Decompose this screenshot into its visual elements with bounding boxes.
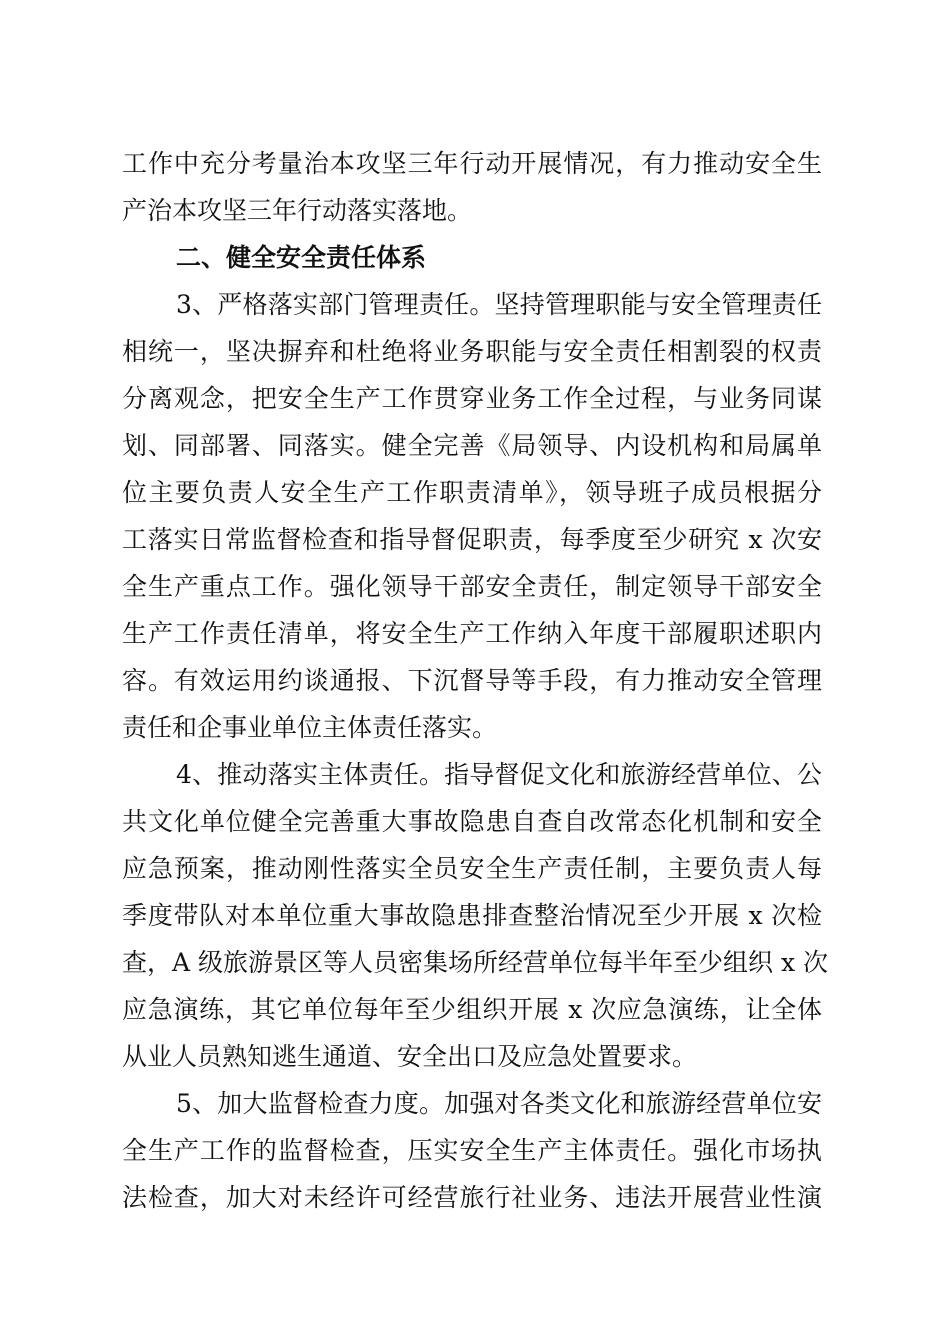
paragraph-line: 5、加大监督检查力度。加强对各类文化和旅游经营单位安 — [176, 1089, 822, 1118]
paragraph-line: 生产工作责任清单，将安全生产工作纳入年度干部履职述职内 — [122, 619, 822, 648]
paragraph-line: 责任和企事业单位主体责任落实。 — [122, 713, 498, 742]
paragraph-line: 全生产工作的监督检查，压实安全生产主体责任。强化市场执 — [122, 1136, 822, 1165]
paragraph-line: 工作中充分考量治本攻坚三年行动开展情况，有力推动安全生 — [122, 149, 822, 178]
paragraph-line: 位主要负责人安全生产工作职责清单》，领导班子成员根据分 — [122, 478, 822, 507]
paragraph-line: 4、推动落实主体责任。指导督促文化和旅游经营单位、公 — [176, 760, 822, 789]
paragraph-line: 应急预案，推动刚性落实全员安全生产责任制，主要负责人每 — [122, 854, 822, 883]
paragraph-line: 容。有效运用约谈通报、下沉督导等手段，有力推动安全管理 — [122, 666, 822, 695]
paragraph-line: 查，A 级旅游景区等人员密集场所经营单位每半年至少组织 x 次 — [122, 948, 828, 977]
paragraph-line: 从业人员熟知逃生通道、安全出口及应急处置要求。 — [122, 1042, 698, 1071]
paragraph-line: 季度带队对本单位重大事故隐患排查整治情况至少开展 x 次检 — [122, 901, 822, 930]
paragraph-line: 3、严格落实部门管理责任。坚持管理职能与安全管理责任 — [176, 290, 822, 319]
paragraph-line: 划、同部署、同落实。健全完善《局领导、内设机构和局属单 — [122, 431, 822, 460]
paragraph-line: 相统一，坚决摒弃和杜绝将业务职能与安全责任相割裂的权责 — [122, 337, 822, 366]
paragraph-line: 共文化单位健全完善重大事故隐患自查自改常态化机制和安全 — [122, 807, 822, 836]
paragraph-line: 分离观念，把安全生产工作贯穿业务工作全过程，与业务同谋 — [122, 384, 822, 413]
document-page — [122, 140, 828, 1221]
paragraph-line: 工落实日常监督检查和指导督促职责，每季度至少研究 x 次安 — [122, 525, 822, 554]
section-heading: 二、健全安全责任体系 — [176, 243, 427, 272]
paragraph-line: 应急演练，其它单位每年至少组织开展 x 次应急演练，让全体 — [122, 995, 822, 1024]
paragraph-line: 法检查，加大对未经许可经营旅行社业务、违法开展营业性演 — [122, 1183, 822, 1212]
paragraph-line: 产治本攻坚三年行动落实落地。 — [122, 196, 473, 225]
paragraph-line: 全生产重点工作。强化领导干部安全责任，制定领导干部安全 — [122, 572, 822, 601]
